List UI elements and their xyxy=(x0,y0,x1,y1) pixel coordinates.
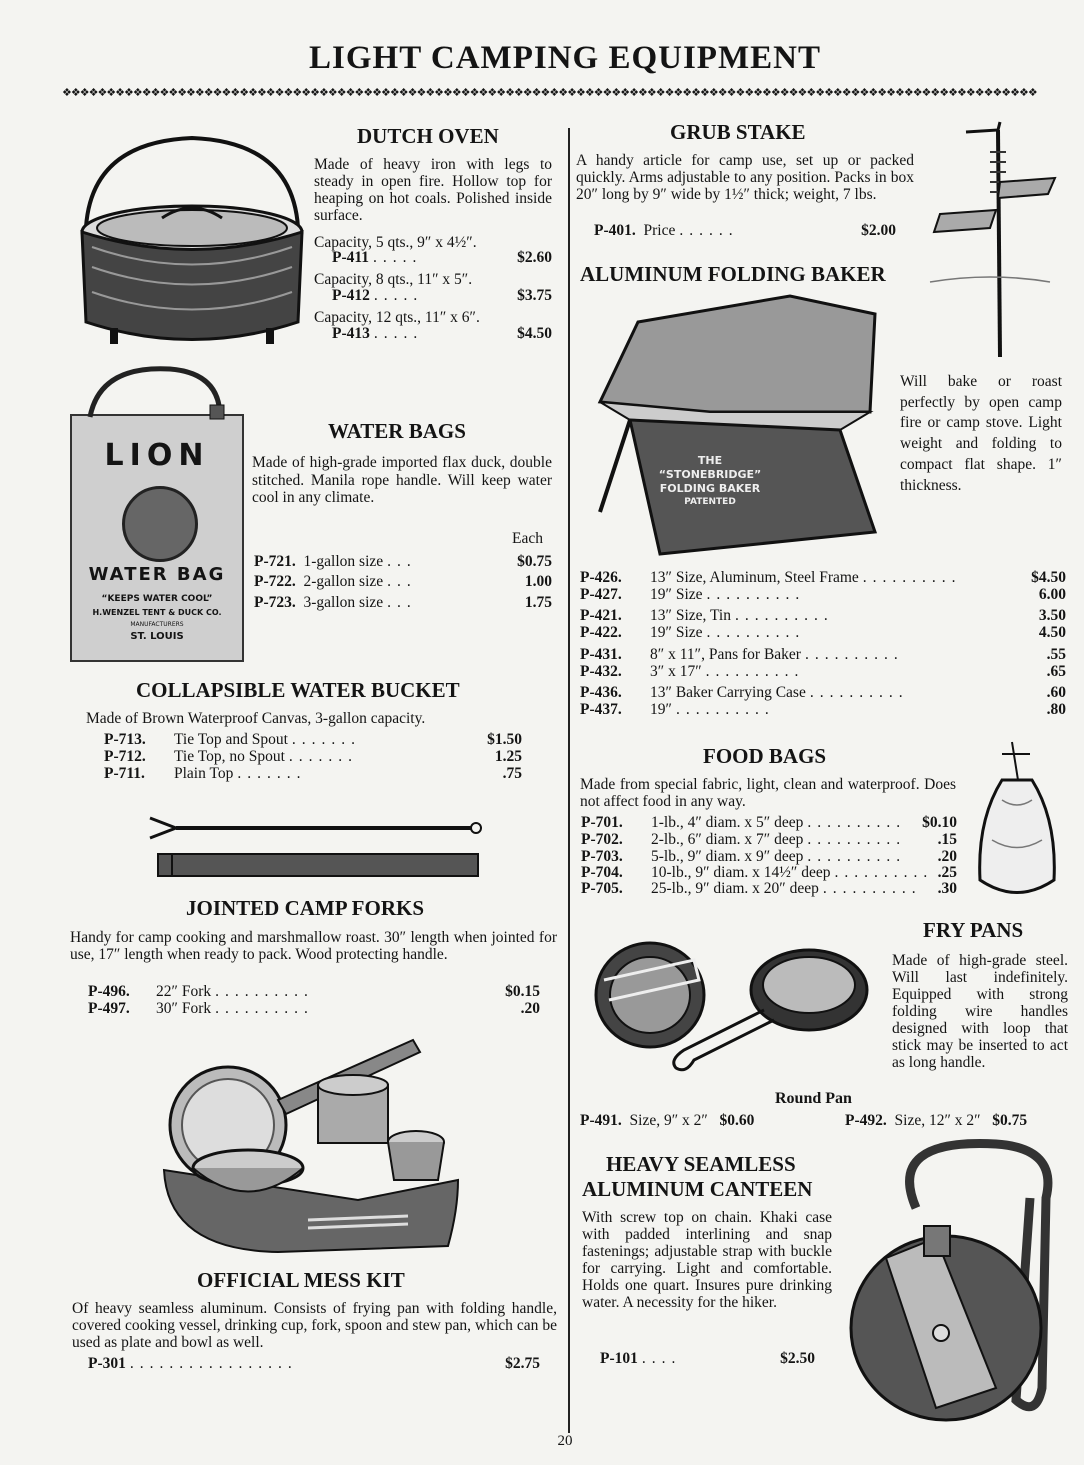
price: $0.15 xyxy=(505,983,540,1000)
product-code: P-722. xyxy=(254,573,296,590)
page-number: 20 xyxy=(557,1433,573,1449)
page-title: LIGHT CAMPING EQUIPMENT xyxy=(309,40,821,76)
plate-line: FOLDING BAKER xyxy=(659,482,761,495)
product-code: P-713. xyxy=(104,731,146,748)
product-code: P-413 xyxy=(332,325,370,342)
dutch-oven-illustration xyxy=(72,132,312,350)
each-label: Each xyxy=(512,530,543,547)
item-label: 8″ x 11″, Pans for Baker xyxy=(650,646,801,663)
item-label: 25-lb., 9″ diam. x 20″ deep xyxy=(651,880,819,897)
canteen-heading-1: HEAVY SEAMLESS xyxy=(606,1152,796,1176)
fry-pan-illustration xyxy=(594,940,874,1080)
price: .30 xyxy=(937,880,957,897)
price-row: P-702. 2-lb., 6″ diam. x 7″ deep .......... .15 xyxy=(581,831,957,848)
price: .75 xyxy=(502,765,522,782)
bag-slogan: “KEEPS WATER COOL” xyxy=(101,594,213,604)
price: 4.50 xyxy=(1038,624,1066,641)
item-label: 2-gallon size xyxy=(303,573,384,590)
item-label: 10-lb., 9″ diam. x 14½″ deep xyxy=(651,864,831,881)
item-label: Price xyxy=(643,222,676,239)
price: $4.50 xyxy=(517,325,552,342)
dutch-oven-capacity-3: Capacity, 12 qts., 11″ x 6″. xyxy=(314,309,480,326)
forks-heading: JOINTED CAMP FORKS xyxy=(186,896,425,920)
fry-pan-row xyxy=(580,1112,754,1130)
bag-brand: LION xyxy=(104,438,210,473)
item-label: 3″ x 17″ xyxy=(650,663,702,680)
price-row: P-701. 1-lb., 4″ diam. x 5″ deep .......... $0.10 xyxy=(581,814,957,831)
plate-line: PATENTED xyxy=(684,497,736,507)
item-label: 19″ xyxy=(650,701,672,718)
mess-kit-heading: OFFICIAL MESS KIT xyxy=(197,1268,405,1292)
price: $0.75 xyxy=(517,553,552,570)
water-bag-row: P-723. 3-gallon size ... 1.75 xyxy=(254,594,552,611)
product-code: P-431. xyxy=(580,646,622,663)
food-bags-description: Made from special fabric, light, clean and waterproof. Does not affect food in any way. xyxy=(580,776,956,810)
bucket-row: P-712. Tie Top, no Spout ....... 1.25 xyxy=(104,748,522,765)
baker-heading: ALUMINUM FOLDING BAKER xyxy=(580,262,886,286)
price: $2.00 xyxy=(861,222,896,239)
product-code: P-721. xyxy=(254,553,296,570)
item-label: Size, 9″ x 2″ xyxy=(629,1112,708,1129)
product-code: P-101 xyxy=(600,1350,638,1367)
product-code: P-436. xyxy=(580,684,622,701)
product-code: P-711. xyxy=(104,765,145,782)
bag-city: ST. LOUIS xyxy=(130,631,184,642)
dutch-oven-row: P-412 ..... $3.75 xyxy=(332,287,552,304)
product-code: P-492. xyxy=(845,1112,887,1129)
dutch-oven-heading: DUTCH OVEN xyxy=(357,124,499,148)
product-code: P-723. xyxy=(254,594,296,611)
price: $2.75 xyxy=(505,1355,540,1372)
mess-kit-row: P-301 ................. $2.75 xyxy=(88,1355,540,1372)
item-label: Plain Top xyxy=(174,765,234,782)
price: $3.75 xyxy=(517,287,552,304)
product-code: P-704. xyxy=(581,864,623,881)
lion-icon xyxy=(122,486,198,562)
canteen-description: With screw top on chain. Khaki case with padded interlining and snap fastenings; adjustable strap with buckle for carrying. Light and comfortable. Holds one quart. Insures pure drinking water. A necessity for the hiker. xyxy=(582,1209,832,1311)
price: .55 xyxy=(1046,646,1066,663)
dutch-oven-row: P-411 ..... $2.60 xyxy=(332,249,552,266)
price: $1.50 xyxy=(487,731,522,748)
plate-line: THE xyxy=(697,454,723,467)
round-pan-label: Round Pan xyxy=(775,1090,852,1107)
product-code: P-422. xyxy=(580,624,622,641)
item-label: 2-lb., 6″ diam. x 7″ deep xyxy=(651,831,804,848)
item-label: 13″ Baker Carrying Case xyxy=(650,684,806,701)
camp-fork-icon xyxy=(146,812,482,880)
plate-line: “STONEBRIDGE” xyxy=(658,468,762,481)
bucket-description: Made of Brown Waterproof Canvas, 3-gallon capacity. xyxy=(86,710,426,727)
item-label: Tie Top and Spout xyxy=(174,731,288,748)
price: $0.10 xyxy=(922,814,957,831)
product-code: P-432. xyxy=(580,663,622,680)
price-row: P-436. 13″ Baker Carrying Case .......... .60 xyxy=(580,684,1066,701)
product-code: P-701. xyxy=(581,814,623,831)
product-code: P-437. xyxy=(580,701,622,718)
price: .15 xyxy=(937,831,957,848)
water-bag-row: P-722. 2-gallon size ... 1.00 xyxy=(254,573,552,590)
price-row: P-704. 10-lb., 9″ diam. x 14½″ deep .......... .25 xyxy=(581,864,957,881)
dutch-oven-description: Made of heavy iron with legs to steady in open fire. Hollow top for heaping on hot coals. Polished inside surface. xyxy=(314,156,552,224)
price-row: P-705. 25-lb., 9″ diam. x 20″ deep .......... .30 xyxy=(581,880,957,897)
price: $0.75 xyxy=(992,1112,1028,1129)
product-code: P-301 xyxy=(88,1355,126,1372)
product-code: P-401. xyxy=(594,222,636,239)
price: 3.50 xyxy=(1038,607,1066,624)
price-row: P-431. 8″ x 11″, Pans for Baker .......... .55 xyxy=(580,646,1066,663)
fork-row: P-496. 22″ Fork .......... $0.15 xyxy=(88,983,540,1000)
dutch-oven-capacity-2: Capacity, 8 qts., 11″ x 5″. xyxy=(314,271,473,288)
bucket-row: P-711. Plain Top ....... .75 xyxy=(104,765,522,782)
food-bag-illustration xyxy=(972,740,1062,900)
grub-stake-row: P-401. Price ...... $2.00 xyxy=(594,222,896,239)
item-label: Tie Top, no Spout xyxy=(174,748,285,765)
price-row: P-421. 13″ Size, Tin .......... 3.50 xyxy=(580,607,1066,624)
fork-row: P-497. 30″ Fork .......... .20 xyxy=(88,1000,540,1017)
price: 1.25 xyxy=(494,748,522,765)
price: $4.50 xyxy=(1031,569,1066,586)
price-row: P-432. 3″ x 17″ .......... .65 xyxy=(580,663,1066,680)
product-code: P-703. xyxy=(581,848,623,865)
product-code: P-412 xyxy=(332,287,370,304)
mess-kit-illustration xyxy=(158,1030,480,1260)
price-row: P-437. 19″ .......... .80 xyxy=(580,701,1066,718)
item-label: 19″ Size xyxy=(650,586,703,603)
canteen-heading-2: ALUMINUM CANTEEN xyxy=(582,1177,813,1201)
item-label: 30″ Fork xyxy=(156,1000,212,1017)
fry-pan-row xyxy=(845,1112,1027,1130)
water-bag-row: P-721. 1-gallon size ... $0.75 xyxy=(254,553,552,570)
price: $0.60 xyxy=(719,1112,755,1129)
canteen-illustration xyxy=(846,1138,1064,1428)
price: .25 xyxy=(937,864,957,881)
product-code: P-497. xyxy=(88,1000,130,1017)
bag-brand-2: WATER BAG xyxy=(88,564,226,585)
item-label: 19″ Size xyxy=(650,624,703,641)
grub-stake-description: A handy article for camp use, set up or packed quickly. Arms adjustable to any position. Packs in box 20″ long by 9″ wide by 1½″ thick; weight, 7 lbs. xyxy=(576,152,914,203)
item-label: 3-gallon size xyxy=(303,594,384,611)
price-row: P-703. 5-lb., 9″ diam. x 9″ deep .......... .20 xyxy=(581,848,957,865)
mess-kit-description: Of heavy seamless aluminum. Consists of frying pan with folding handle, covered cooking vessel, drinking cup, fork, spoon and stew pan, which can be used as plate and bowl as well. xyxy=(72,1300,557,1351)
price: .20 xyxy=(520,1000,540,1017)
price: .80 xyxy=(1046,701,1066,718)
price: $2.50 xyxy=(780,1350,815,1367)
water-bags-heading: WATER BAGS xyxy=(328,419,466,443)
price: 6.00 xyxy=(1038,586,1066,603)
product-code: P-496. xyxy=(88,983,130,1000)
water-bags-description: Made of high-grade imported flax duck, double stitched. Manila rope handle. Will keep water cool in any climate. xyxy=(252,454,552,506)
baker-description: Will bake or roast perfectly by open camp fire or camp stove. Light weight and folding to compact flat shape. 1″ thickness. xyxy=(900,373,1062,494)
price-row: P-426. 13″ Size, Aluminum, Steel Frame .......... $4.50 xyxy=(580,569,1066,586)
canteen-row: P-101 .... $2.50 xyxy=(600,1350,815,1367)
dutch-oven-capacity-1: Capacity, 5 qts., 9″ x 4½″. xyxy=(314,234,477,251)
column-divider xyxy=(568,128,570,1433)
product-code: P-421. xyxy=(580,607,622,624)
item-label: 1-gallon size xyxy=(303,553,384,570)
item-label: 1-lb., 4″ diam. x 5″ deep xyxy=(651,814,804,831)
product-code: P-702. xyxy=(581,831,623,848)
price: .65 xyxy=(1046,663,1066,680)
food-bags-heading: FOOD BAGS xyxy=(703,744,827,768)
product-code: P-427. xyxy=(580,586,622,603)
bucket-row: P-713. Tie Top and Spout ....... $1.50 xyxy=(104,731,522,748)
item-label: 22″ Fork xyxy=(156,983,212,1000)
grub-stake-heading: GRUB STAKE xyxy=(670,120,806,144)
product-code: P-411 xyxy=(332,249,370,266)
product-code: P-712. xyxy=(104,748,146,765)
item-label: 13″ Size, Aluminum, Steel Frame xyxy=(650,569,859,586)
price: $2.60 xyxy=(517,249,552,266)
bag-manufacturers: MANUFACTURERS xyxy=(130,621,184,628)
bag-maker: H.WENZEL TENT & DUCK CO. xyxy=(92,608,222,617)
dutch-oven-row: P-413 ..... $4.50 xyxy=(332,325,552,342)
price: .60 xyxy=(1046,684,1066,701)
product-code: P-491. xyxy=(580,1112,622,1129)
forks-description: Handy for camp cooking and marshmallow roast. 30″ length when jointed for use, 17″ length when ready to pack. Wood protecting handle. xyxy=(70,929,557,963)
price: .20 xyxy=(937,848,957,865)
price-row: P-427. 19″ Size .......... 6.00 xyxy=(580,586,1066,603)
folding-baker-illustration xyxy=(590,292,892,562)
ornamental-border: ❖❖❖❖❖❖❖❖❖❖❖❖❖❖❖❖❖❖❖❖❖❖❖❖❖❖❖❖❖❖❖❖❖❖❖❖❖❖❖❖❖❖❖❖❖❖❖❖❖❖❖❖❖❖❖❖❖❖❖❖❖❖❖❖❖❖❖❖❖❖❖❖❖❖❖❖❖❖❖❖❖❖❖❖❖❖❖❖❖❖❖❖❖❖❖❖❖❖❖❖❖❖❖❖❖❖❖❖❖❖ xyxy=(62,88,1037,98)
fry-pans-heading: FRY PANS xyxy=(923,918,1024,942)
item-label: Size, 12″ x 2″ xyxy=(894,1112,981,1129)
rope-handle-icon xyxy=(70,365,250,420)
price: 1.75 xyxy=(524,594,552,611)
bucket-heading: COLLAPSIBLE WATER BUCKET xyxy=(136,678,460,702)
grub-stake-illustration xyxy=(930,122,1060,362)
product-code: P-705. xyxy=(581,880,623,897)
water-bag-illustration xyxy=(70,414,244,662)
price: 1.00 xyxy=(524,573,552,590)
fry-pans-description: Made of high-grade steel. Will last indefinitely. Equipped with strong folding wire handles designed with loop that stick may be inserted to act as long handle. xyxy=(892,952,1068,1071)
item-label: 13″ Size, Tin xyxy=(650,607,731,624)
product-code: P-426. xyxy=(580,569,622,586)
price-row: P-422. 19″ Size .......... 4.50 xyxy=(580,624,1066,641)
item-label: 5-lb., 9″ diam. x 9″ deep xyxy=(651,848,804,865)
